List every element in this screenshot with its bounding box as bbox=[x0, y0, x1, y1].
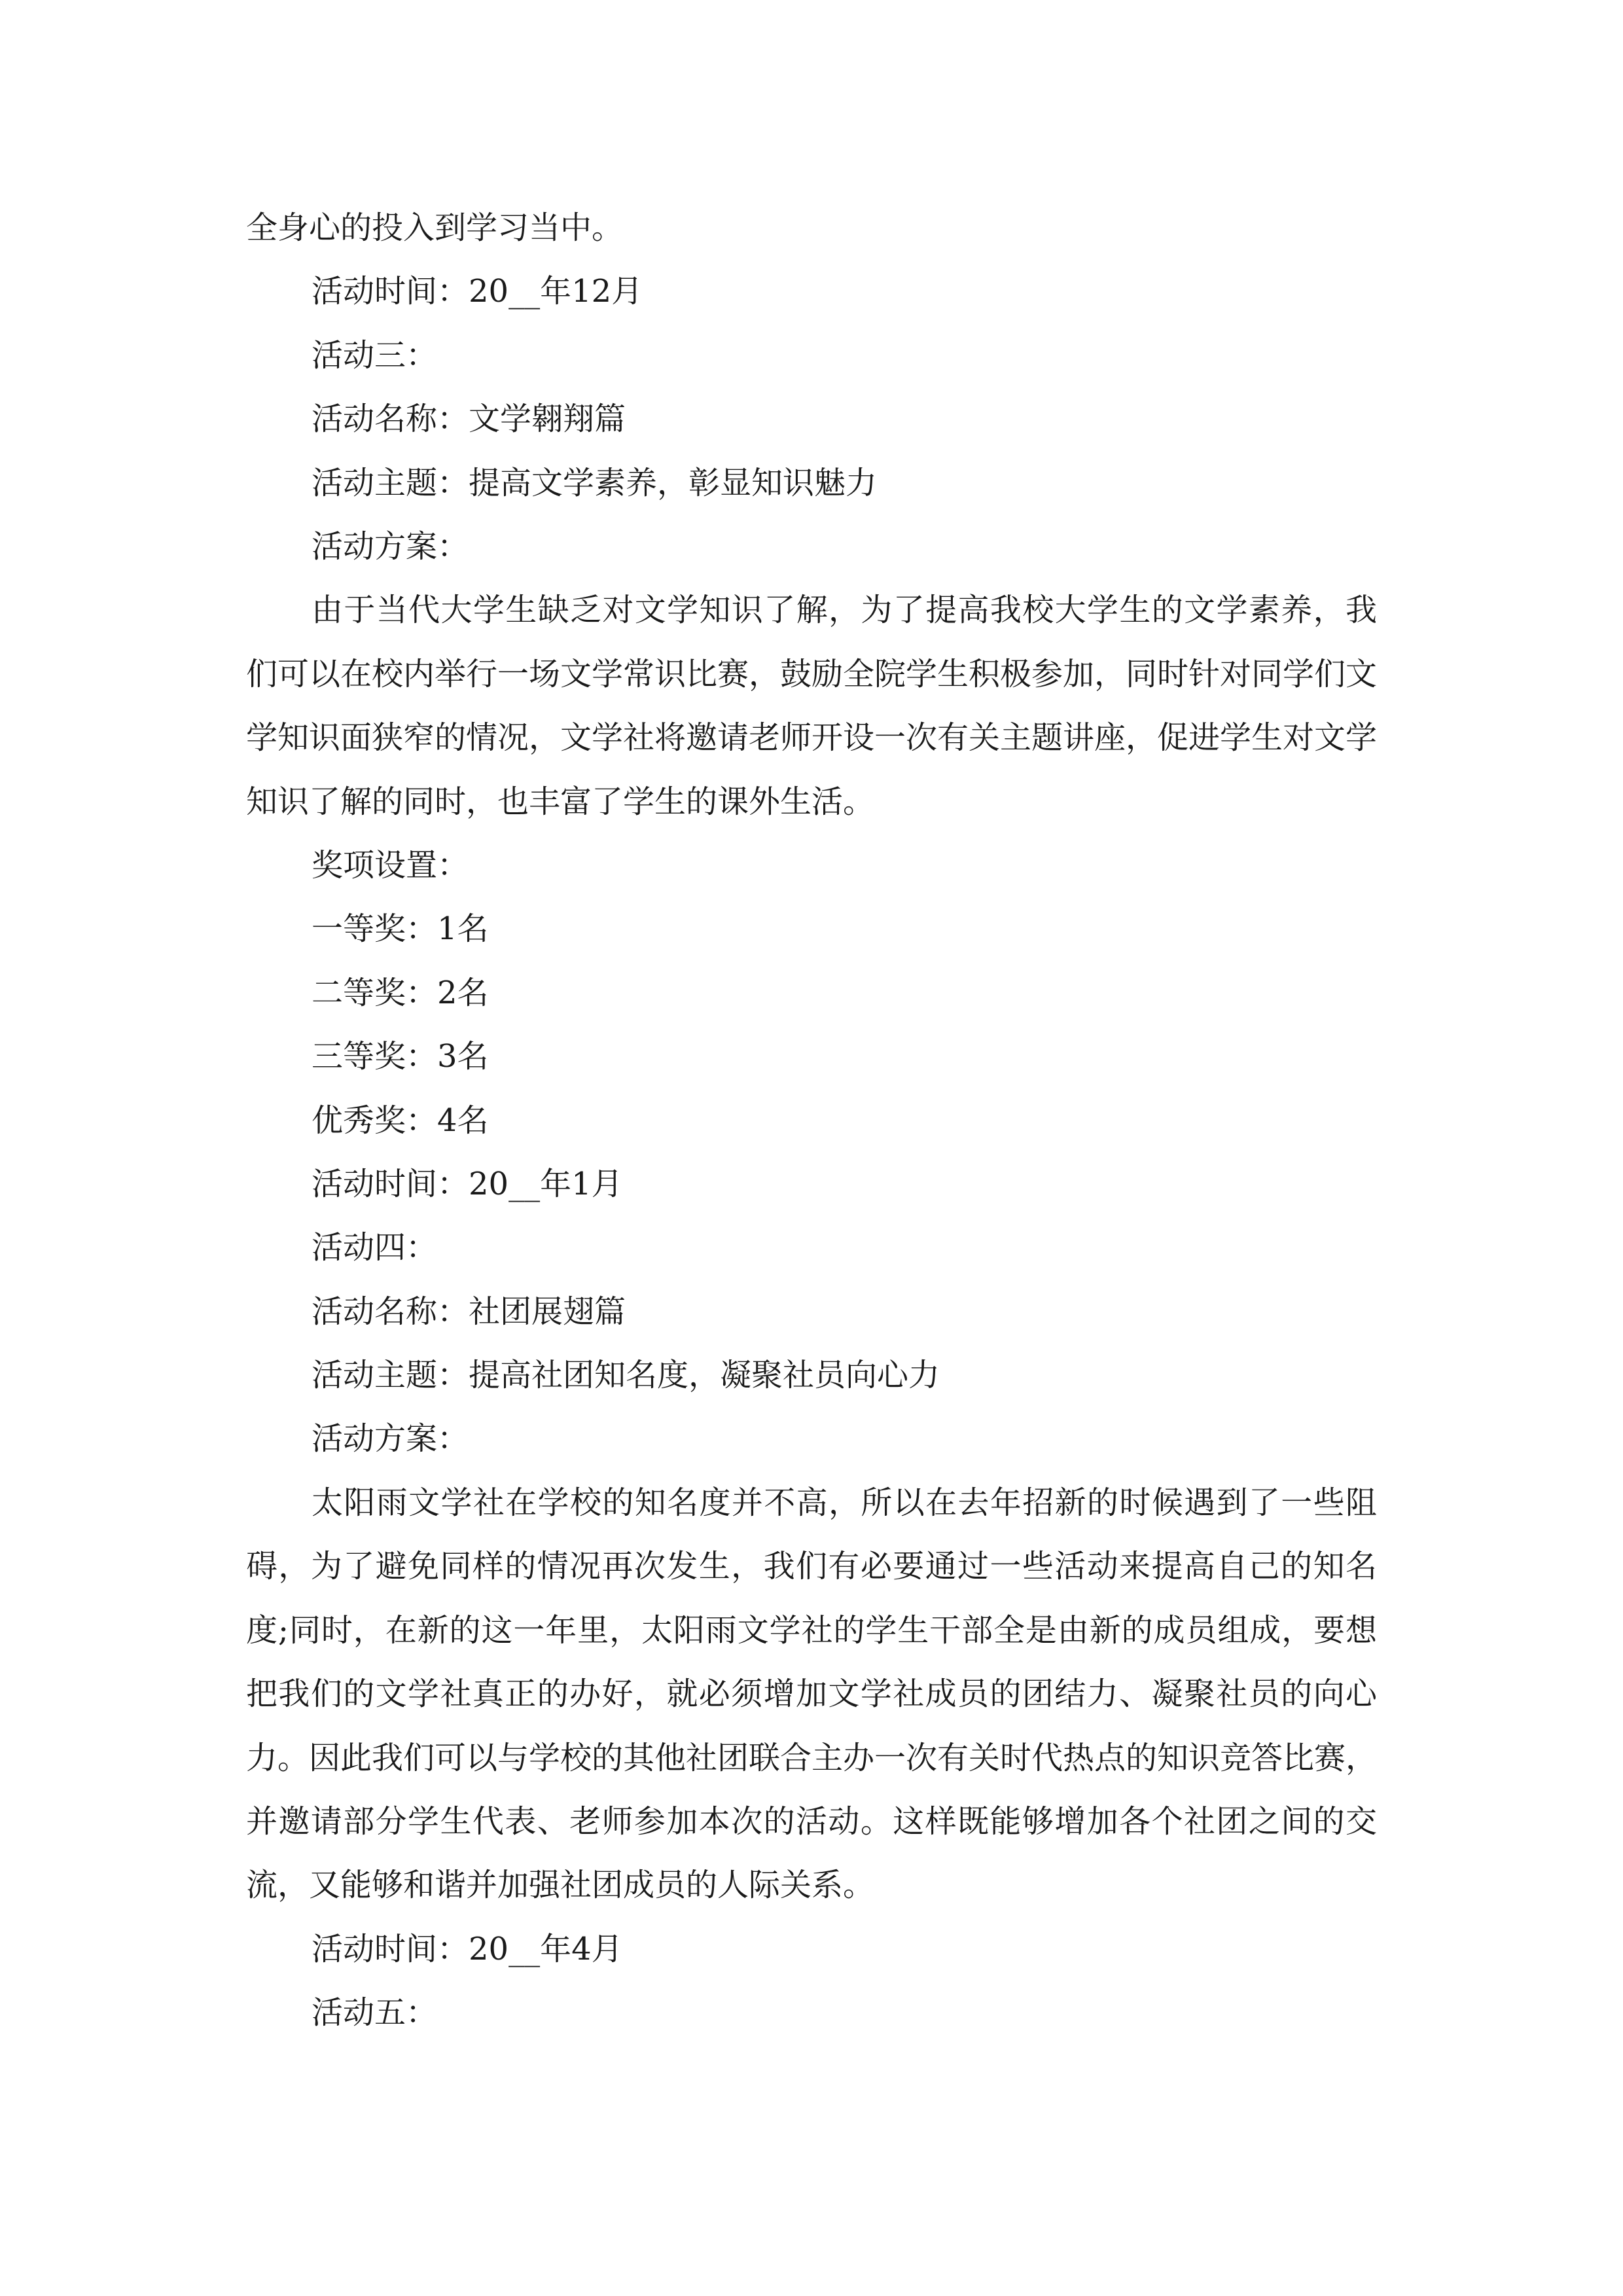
awards-heading: 奖项设置： bbox=[312, 846, 469, 884]
text-line: 全身心的投入到学习当中。 bbox=[246, 209, 624, 246]
activity-plan-paragraph: 太阳雨文学社在学校的知名度并不高，所以在去年招新的时候遇到了一些阻碍，为了避免同样的情况再次发生，我们有必要通过一些活动来提高自己的知名度;同时，在新的这一年里，太阳雨文学社的学生干部全是由新的成员组成，要想把我们的文学社真正的办好，就必须增加文学社成员的团结力、凝聚社员的向心力。因此我们可以与学校的其他社团联合主办一次有关时代热点的知识竞答比赛，并邀请部分学生代表、老师参加本次的活动。这样既能够增加各个社团之间的交流，又能够和谐并加强社团成员的人际关系。 bbox=[246, 1484, 1378, 1904]
activity-heading: 活动四： bbox=[312, 1229, 438, 1266]
activity-time: 活动时间：20__年1月 bbox=[312, 1165, 623, 1202]
activity-plan-paragraph: 由于当代大学生缺乏对文学知识了解，为了提高我校大学生的文学素养，我们可以在校内举行一场文学常识比赛，鼓励全院学生积极参加，同时针对同学们文学知识面狭窄的情况，文学社将邀请老师开设一次有关主题讲座，促进学生对文学知识了解的同时，也丰富了学生的课外生活。 bbox=[246, 592, 1378, 820]
document-body bbox=[246, 196, 1377, 2045]
activity-time: 活动时间：20__年12月 bbox=[312, 273, 643, 310]
activity-heading: 活动三： bbox=[312, 336, 438, 374]
activity-plan-label: 活动方案： bbox=[312, 528, 469, 565]
award-item: 二等奖：2名 bbox=[312, 974, 489, 1011]
activity-theme: 活动主题：提高社团知名度，凝聚社员向心力 bbox=[312, 1357, 940, 1394]
activity-theme: 活动主题：提高文学素养，彰显知识魅力 bbox=[312, 464, 878, 501]
award-item: 三等奖：3名 bbox=[312, 1038, 489, 1075]
activity-name: 活动名称：文学翱翔篇 bbox=[312, 401, 626, 438]
activity-time: 活动时间：20__年4月 bbox=[312, 1930, 623, 1967]
activity-heading: 活动五： bbox=[312, 1994, 438, 2032]
activity-name: 活动名称：社团展翅篇 bbox=[312, 1293, 626, 1330]
award-item: 优秀奖：4名 bbox=[312, 1102, 489, 1139]
activity-plan-label: 活动方案： bbox=[312, 1420, 469, 1458]
award-item: 一等奖：1名 bbox=[312, 910, 489, 948]
